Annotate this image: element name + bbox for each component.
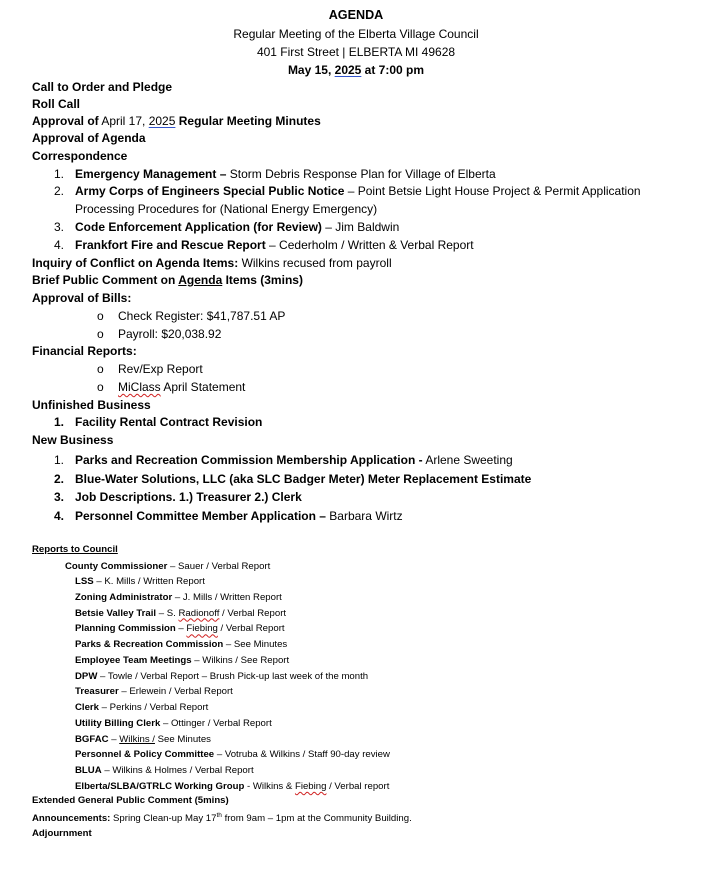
correspondence-heading: Correspondence	[32, 149, 128, 163]
payroll: Payroll: $20,038.92	[118, 327, 222, 341]
meeting-subtitle: Regular Meeting of the Elberta Village Council	[233, 27, 479, 41]
new-num-3: 3.	[53, 490, 64, 504]
meeting-address: 401 First Street | ELBERTA MI 49628	[256, 45, 456, 59]
inquiry-conflict: Inquiry of Conflict on Agenda Items: Wilkins recused from payroll	[32, 256, 392, 270]
report-row: BLUA – Wilkins & Holmes / Verbal Report	[75, 765, 254, 776]
extended-public-comment: Extended General Public Comment (5mins)	[32, 795, 229, 806]
bullet-icon: o	[97, 380, 104, 394]
reports-heading: Reports to Council	[32, 544, 118, 555]
report-row: Betsie Valley Trail – S. Radionoff / Verbal Report	[75, 607, 287, 619]
unfinished-num-1: 1.	[53, 415, 64, 429]
check-register: Check Register: $41,787.51 AP	[118, 309, 286, 323]
call-to-order: Call to Order and Pledge	[32, 80, 173, 94]
announcements: Announcements: Spring Clean-up May 17th from 9am – 1pm at the Community Building.	[32, 812, 412, 825]
corr-num-1: 1.	[53, 167, 64, 181]
adjournment: Adjournment	[32, 828, 92, 839]
new-item-3: Job Descriptions. 1.) Treasurer 2.) Clerk	[75, 490, 302, 504]
corr-item-1: Emergency Management – Storm Debris Response Plan for Village of Elberta	[75, 167, 496, 181]
unfinished-heading: Unfinished Business	[32, 398, 151, 412]
bills-heading: Approval of Bills:	[32, 291, 132, 305]
corr-item-2-cont: Processing Procedures for (National Energy Emergency)	[75, 202, 378, 216]
corr-item-3: Code Enforcement Application (for Review) – Jim Baldwin	[75, 220, 400, 234]
report-row: Treasurer – Erlewein / Verbal Report	[75, 686, 233, 698]
corr-num-4: 4.	[53, 238, 64, 252]
new-num-1: 1.	[53, 453, 64, 467]
agenda-title: AGENDA	[328, 8, 384, 22]
miclass-statement: MiClass April Statement	[118, 380, 246, 394]
corr-num-2: 2.	[53, 184, 64, 198]
report-row: Parks & Recreation Commission – See Minutes	[75, 639, 288, 650]
new-business-heading: New Business	[32, 433, 114, 447]
new-item-2: Blue-Water Solutions, LLC (aka SLC Badger Meter) Meter Replacement Estimate	[75, 472, 532, 486]
new-item-4: Personnel Committee Member Application – Barbara Wirtz	[75, 509, 403, 523]
report-row: Planning Commission – Fiebing / Verbal Report	[75, 623, 285, 635]
new-num-2: 2.	[53, 472, 64, 486]
report-row: Personnel & Policy Committee – Votruba & Wilkins / Staff 90-day review	[75, 749, 390, 761]
facility-rental: Facility Rental Contract Revision	[75, 415, 263, 429]
bullet-icon: o	[97, 309, 104, 323]
bullet-icon: o	[97, 327, 104, 341]
report-row: LSS – K. Mills / Written Report	[75, 576, 205, 587]
report-row: Utility Billing Clerk – Ottinger / Verbal Report	[75, 717, 272, 729]
financial-heading: Financial Reports:	[32, 344, 137, 358]
report-row: BGFAC – Wilkins / See Minutes	[75, 733, 211, 745]
brief-public-comment: Brief Public Comment on Agenda Items (3mins)	[32, 273, 303, 287]
report-row: Employee Team Meetings – Wilkins / See Report	[75, 654, 290, 666]
rev-exp-report: Rev/Exp Report	[118, 362, 203, 376]
report-row: DPW – Towle / Verbal Report – Brush Pick-up last week of the month	[75, 670, 369, 682]
meeting-date: May 15, 2025 at 7:00 pm	[287, 63, 425, 77]
new-num-4: 4.	[53, 509, 64, 523]
report-row: Clerk – Perkins / Verbal Report	[75, 702, 209, 713]
roll-call: Roll Call	[32, 97, 81, 111]
county-commissioner: County Commissioner – Sauer / Verbal Report	[65, 561, 271, 572]
corr-num-3: 3.	[53, 220, 64, 234]
corr-item-2: Army Corps of Engineers Special Public Notice – Point Betsie Light House Project & Permit Application	[75, 184, 641, 198]
corr-item-4: Frankfort Fire and Rescue Report – Cederholm / Written & Verbal Report	[75, 238, 474, 252]
report-row: Zoning Administrator – J. Mills / Written Report	[75, 591, 282, 603]
approval-agenda: Approval of Agenda	[32, 131, 146, 145]
bullet-icon: o	[97, 362, 104, 376]
approval-minutes: Approval of April 17, 2025 Regular Meeting Minutes	[32, 114, 321, 128]
report-row: Elberta/SLBA/GTRLC Working Group - Wilkins & Fiebing / Verbal report	[75, 780, 390, 792]
new-item-1: Parks and Recreation Commission Membership Application - Arlene Sweeting	[75, 453, 513, 467]
